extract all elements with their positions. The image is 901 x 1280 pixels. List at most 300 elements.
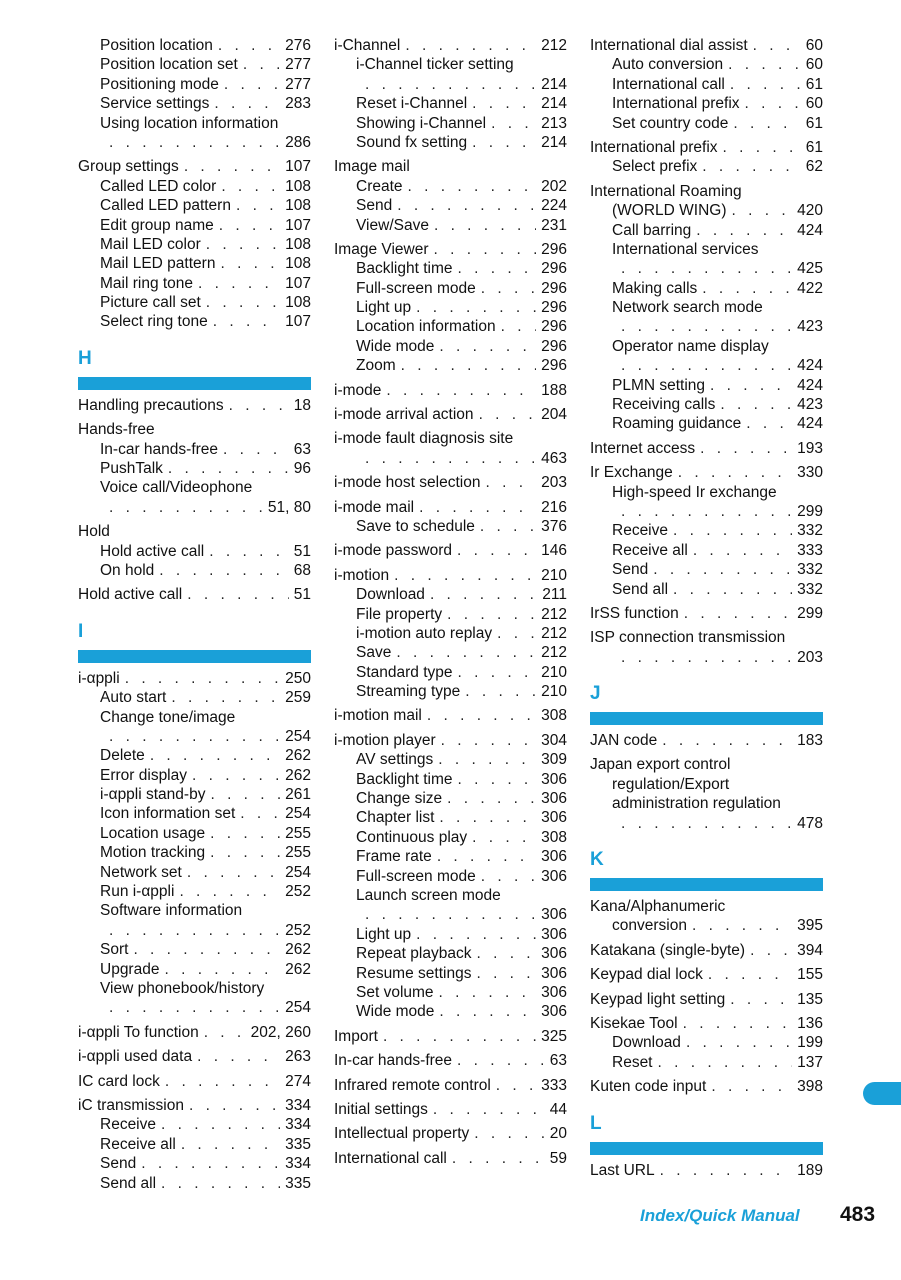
- entry-page-number: 296: [541, 299, 567, 317]
- entry-page-number: 189: [797, 1161, 823, 1179]
- entry-page-number: 61: [805, 75, 823, 93]
- index-subentry: [334, 337, 567, 356]
- index-subentry: [78, 1174, 311, 1193]
- section-letter: J: [590, 683, 601, 705]
- dot-leader: [220, 254, 280, 273]
- index-subentry: [78, 254, 311, 273]
- index-entry: [334, 240, 567, 259]
- entry-term: Japan export control: [590, 756, 731, 774]
- entry-term: Backlight time: [356, 770, 453, 788]
- section-letter: L: [590, 1112, 602, 1134]
- index-entry-continuation: [590, 502, 823, 521]
- dot-leader: [479, 405, 537, 424]
- index-entry: [334, 1149, 567, 1168]
- dot-leader: [189, 1096, 280, 1115]
- dot-leader: [365, 449, 536, 468]
- entry-term: Keypad light setting: [590, 990, 726, 1008]
- dot-leader: [660, 1161, 793, 1180]
- entry-term: i-Channel: [334, 36, 401, 54]
- index-entry-continuation: [78, 998, 311, 1017]
- dot-leader: [723, 138, 801, 157]
- entry-term: Showing i-Channel: [356, 114, 487, 132]
- entry-term: Send all: [100, 1174, 157, 1192]
- entry-page-number: 262: [285, 747, 311, 765]
- entry-page-number: 333: [541, 1076, 567, 1094]
- index-subentry: [334, 356, 567, 375]
- dot-leader: [141, 1154, 280, 1173]
- dot-leader: [161, 1115, 280, 1134]
- entry-page-number: 394: [797, 941, 823, 959]
- entry-page-number: 252: [285, 883, 311, 901]
- index-subentry: [590, 541, 823, 560]
- dot-leader: [441, 731, 536, 750]
- entry-page-number: 204: [541, 406, 567, 424]
- dot-leader: [673, 580, 792, 599]
- entry-term: i-motion auto replay: [356, 624, 493, 642]
- index-subentry: [334, 770, 567, 789]
- dot-leader: [730, 990, 792, 1009]
- dot-leader: [439, 983, 537, 1002]
- entry-term: Send: [100, 1155, 137, 1173]
- entry-term: Hold active call: [100, 542, 205, 560]
- dot-leader: [430, 585, 537, 604]
- index-subentry: [590, 483, 823, 502]
- index-entry: [590, 941, 823, 960]
- index-subentry: [78, 746, 311, 765]
- entry-term: i-Channel ticker setting: [356, 56, 514, 74]
- dot-leader: [662, 731, 792, 750]
- dot-leader: [702, 157, 800, 176]
- index-subentry: [590, 298, 823, 317]
- dot-leader: [491, 114, 536, 133]
- entry-term: Create: [356, 177, 403, 195]
- index-entry: [590, 965, 823, 984]
- dot-leader: [472, 828, 536, 847]
- dot-leader: [708, 965, 792, 984]
- entry-term: Wide mode: [356, 337, 435, 355]
- entry-term: Frame rate: [356, 848, 432, 866]
- index-subentry: [78, 979, 311, 998]
- dot-leader: [683, 1014, 793, 1033]
- entry-page-number: 424: [797, 357, 823, 375]
- entry-term: Service settings: [100, 95, 210, 113]
- index-subentry: [334, 605, 567, 624]
- entry-page-number: 224: [541, 197, 567, 215]
- entry-page-number: 60: [805, 95, 823, 113]
- entry-term: Run i-αppli: [100, 883, 175, 901]
- index-subentry: [334, 279, 567, 298]
- entry-term: i-αppli To function: [78, 1023, 199, 1041]
- entry-term: Receive: [100, 1116, 156, 1134]
- entry-term: Resume settings: [356, 964, 472, 982]
- entry-page-number: 296: [541, 318, 567, 336]
- entry-page-number: 60: [805, 56, 823, 74]
- index-entry: [334, 1027, 567, 1046]
- index-subentry: [590, 221, 823, 240]
- index-entry-continuation: [590, 356, 823, 375]
- index-subentry: [334, 964, 567, 983]
- entry-term: Internet access: [590, 439, 696, 457]
- dot-leader: [452, 1149, 545, 1168]
- dot-leader: [501, 317, 537, 336]
- entry-page-number: 188: [541, 381, 567, 399]
- entry-page-number: 108: [285, 197, 311, 215]
- entry-page-number: 136: [797, 1015, 823, 1032]
- index-subentry: [590, 75, 823, 94]
- entry-page-number: 51, 80: [267, 498, 311, 516]
- dot-leader: [109, 498, 263, 517]
- entry-term: Last URL: [590, 1161, 655, 1179]
- index-subentry: [78, 312, 311, 331]
- dot-leader: [433, 1100, 545, 1119]
- entry-term: Image mail: [334, 158, 410, 176]
- dot-leader: [497, 624, 536, 643]
- entry-term: Voice call/Videophone: [100, 479, 253, 497]
- dot-leader: [109, 921, 280, 940]
- index-subentry: [78, 440, 311, 459]
- entry-page-number: 478: [797, 814, 823, 832]
- dot-leader: [206, 293, 280, 312]
- entry-page-number: 63: [549, 1052, 567, 1070]
- dot-leader: [192, 766, 280, 785]
- entry-page-number: 463: [541, 449, 567, 467]
- dot-leader: [472, 94, 536, 113]
- index-entry: [334, 566, 567, 585]
- entry-page-number: 306: [541, 964, 567, 982]
- entry-page-number: 261: [285, 786, 311, 804]
- index-entry: [78, 157, 311, 176]
- entry-term: Sort: [100, 941, 129, 959]
- dot-leader: [159, 561, 288, 580]
- entry-page-number: 212: [541, 605, 567, 623]
- entry-page-number: 62: [805, 158, 823, 176]
- index-subentry: [78, 274, 311, 293]
- index-subentry: [78, 1115, 311, 1134]
- index-subentry: [78, 542, 311, 561]
- index-entry: [590, 1077, 823, 1096]
- index-subentry: [78, 960, 311, 979]
- dot-leader: [621, 317, 792, 336]
- entry-term: Standard type: [356, 663, 453, 681]
- index-subentry: [590, 240, 823, 259]
- dot-leader: [658, 1053, 793, 1072]
- entry-page-number: 212: [541, 36, 567, 54]
- entry-term: Streaming type: [356, 683, 461, 701]
- entry-term: International prefix: [612, 95, 740, 113]
- dot-leader: [236, 196, 280, 215]
- entry-term: Icon information set: [100, 805, 236, 823]
- entry-page-number: 202, 260: [250, 1023, 311, 1041]
- index-subentry: [334, 663, 567, 682]
- entry-term: (WORLD WING): [612, 202, 727, 220]
- dot-leader: [732, 201, 793, 220]
- dot-leader: [720, 395, 792, 414]
- dot-leader: [109, 133, 280, 152]
- section-l: [590, 1113, 823, 1155]
- index-entry: [334, 1124, 567, 1143]
- entry-page-number: 212: [541, 644, 567, 662]
- index-subentry: [78, 785, 311, 804]
- dot-leader: [474, 1124, 544, 1143]
- entry-term: Select ring tone: [100, 313, 208, 331]
- section-divider-bar: [590, 878, 823, 891]
- footer-title: Index/Quick Manual: [640, 1206, 800, 1225]
- index-entry: [590, 36, 823, 55]
- dot-leader: [621, 356, 792, 375]
- entry-page-number: 420: [797, 202, 823, 220]
- entry-term: Save to schedule: [356, 517, 475, 535]
- entry-term: Position location: [100, 36, 213, 54]
- entry-page-number: 296: [541, 260, 567, 278]
- dot-leader: [673, 521, 792, 540]
- index-subentry: [590, 55, 823, 74]
- index-subentry: [334, 925, 567, 944]
- entry-term: View phonebook/history: [100, 980, 265, 997]
- entry-term: PLMN setting: [612, 376, 706, 394]
- dot-leader: [447, 605, 536, 624]
- section-j: [590, 683, 823, 725]
- dot-leader: [728, 55, 801, 74]
- entry-page-number: 296: [541, 240, 567, 258]
- entry-page-number: 306: [541, 790, 567, 808]
- dot-leader: [396, 643, 536, 662]
- dot-leader: [496, 1076, 536, 1095]
- entry-page-number: 283: [285, 95, 311, 113]
- dot-leader: [465, 682, 536, 701]
- index-subentry: [78, 843, 311, 862]
- entry-term: Repeat playback: [356, 945, 472, 963]
- index-subentry: [78, 1135, 311, 1154]
- entry-page-number: 202: [541, 177, 567, 195]
- entry-term: i-αppli used data: [78, 1048, 193, 1066]
- entry-page-number: 254: [285, 727, 311, 745]
- index-subentry: [78, 824, 311, 843]
- entry-term: Positioning mode: [100, 75, 219, 93]
- entry-term: Keypad dial lock: [590, 966, 703, 984]
- entry-term: Reset i-Channel: [356, 95, 468, 113]
- entry-page-number: 306: [541, 1003, 567, 1021]
- index-entry-continuation: [334, 75, 567, 94]
- dot-leader: [397, 196, 536, 215]
- entry-term: Intellectual property: [334, 1125, 470, 1143]
- entry-term: Zoom: [356, 357, 396, 375]
- dot-leader: [383, 1027, 536, 1046]
- dot-leader: [476, 944, 536, 963]
- entry-term: Download: [612, 1034, 681, 1052]
- index-subentry: [334, 517, 567, 536]
- dot-leader: [109, 998, 280, 1017]
- entry-term: Network set: [100, 863, 182, 881]
- dot-leader: [171, 688, 280, 707]
- index-subentry: [334, 624, 567, 643]
- index-subentry: [590, 1053, 823, 1072]
- entry-page-number: 262: [285, 960, 311, 978]
- dot-leader: [223, 440, 289, 459]
- dot-leader: [416, 298, 536, 317]
- entry-term: Full-screen mode: [356, 279, 476, 297]
- index-entry: [334, 731, 567, 750]
- entry-page-number: 254: [285, 999, 311, 1017]
- entry-term: Wide mode: [356, 1003, 435, 1021]
- entry-term: Motion tracking: [100, 844, 206, 862]
- index-entry: [334, 405, 567, 424]
- entry-term: i-motion player: [334, 731, 436, 749]
- entry-page-number: 155: [797, 966, 823, 984]
- entry-page-number: 306: [541, 983, 567, 1001]
- index-subentry: [334, 317, 567, 336]
- index-entry: [78, 396, 311, 415]
- entry-page-number: 306: [541, 945, 567, 963]
- entry-term: i-mode arrival action: [334, 406, 474, 424]
- entry-page-number: 210: [541, 683, 567, 701]
- index-entry: [334, 1051, 567, 1070]
- entry-page-number: 335: [285, 1174, 311, 1192]
- dot-leader: [457, 1051, 545, 1070]
- entry-page-number: 332: [797, 522, 823, 540]
- dot-leader: [408, 177, 537, 196]
- index-entry: [590, 439, 823, 458]
- entry-page-number: 108: [285, 255, 311, 273]
- entry-page-number: 108: [285, 294, 311, 312]
- index-entry: [78, 1096, 311, 1115]
- entry-page-number: 376: [541, 517, 567, 535]
- entry-page-number: 299: [797, 502, 823, 520]
- entry-term: Receiving calls: [612, 396, 716, 414]
- entry-term: conversion: [612, 917, 687, 935]
- entry-term: i-mode fault diagnosis site: [334, 430, 514, 448]
- entry-term: Call barring: [612, 221, 692, 239]
- index-subentry: [334, 259, 567, 278]
- index-subentry: [334, 682, 567, 701]
- entry-page-number: 51: [293, 586, 311, 604]
- entry-term: Edit group name: [100, 216, 214, 234]
- entry-page-number: 252: [285, 921, 311, 939]
- dot-leader: [438, 750, 536, 769]
- entry-page-number: 334: [285, 1096, 311, 1114]
- entry-page-number: 335: [285, 1135, 311, 1153]
- index-entry: [78, 1047, 311, 1066]
- index-entry-continuation: [78, 498, 311, 517]
- entry-term: Sound fx setting: [356, 133, 468, 151]
- entry-page-number: 330: [797, 464, 823, 482]
- index-column-3: [590, 36, 823, 1180]
- dot-leader: [221, 177, 280, 196]
- entry-term: Initial settings: [334, 1100, 428, 1118]
- dot-leader: [394, 566, 536, 585]
- entry-page-number: 60: [805, 36, 823, 54]
- entry-term: Send: [356, 197, 393, 215]
- index-subentry: [78, 882, 311, 901]
- section-divider-bar: [78, 377, 311, 390]
- dot-leader: [165, 1072, 280, 1091]
- index-subentry: [78, 36, 311, 55]
- dot-leader: [164, 960, 280, 979]
- dot-leader: [243, 55, 280, 74]
- entry-term: International call: [334, 1149, 447, 1167]
- index-entry: [590, 628, 823, 647]
- entry-term: Infrared remote control: [334, 1076, 491, 1094]
- dot-leader: [229, 396, 289, 415]
- entry-page-number: 424: [797, 221, 823, 239]
- entry-term: i-motion mail: [334, 707, 422, 725]
- dot-leader: [700, 439, 792, 458]
- entry-page-number: 18: [293, 396, 311, 414]
- entry-term: Auto start: [100, 689, 167, 707]
- index-entry: [334, 381, 567, 400]
- index-subentry: [590, 580, 823, 599]
- entry-term: ISP connection transmission: [590, 629, 786, 647]
- entry-term: Ir Exchange: [590, 464, 673, 482]
- index-subentry: [590, 794, 823, 813]
- index-subentry: [334, 133, 567, 152]
- dot-leader: [621, 259, 792, 278]
- dot-leader: [745, 94, 801, 113]
- entry-term: IC card lock: [78, 1072, 160, 1090]
- entry-term: Receive all: [612, 541, 688, 559]
- entry-page-number: 193: [797, 439, 823, 457]
- entry-term: Image Viewer: [334, 240, 429, 258]
- index-entry-continuation: [78, 921, 311, 940]
- index-subentry: [590, 395, 823, 414]
- index-subentry: [78, 561, 311, 580]
- entry-term: Select prefix: [612, 158, 698, 176]
- entry-term: Set country code: [612, 114, 729, 132]
- entry-page-number: 332: [797, 580, 823, 598]
- entry-page-number: 250: [285, 669, 311, 687]
- entry-page-number: 304: [541, 731, 567, 749]
- entry-page-number: 68: [293, 561, 311, 579]
- index-entry: [334, 498, 567, 517]
- entry-page-number: 213: [541, 114, 567, 132]
- entry-page-number: 108: [285, 235, 311, 253]
- index-subentry: [78, 1154, 311, 1173]
- index-entry: [78, 585, 311, 604]
- dot-leader: [710, 376, 792, 395]
- entry-term: Change size: [356, 790, 443, 808]
- entry-term: Send: [612, 561, 649, 579]
- entry-page-number: 309: [541, 751, 567, 769]
- entry-term: Continuous play: [356, 828, 468, 846]
- entry-term: regulation/Export: [612, 775, 730, 793]
- index-entry: [78, 420, 311, 439]
- entry-page-number: 333: [797, 541, 823, 559]
- section-letter: H: [78, 347, 92, 369]
- entry-term: On hold: [100, 561, 155, 579]
- entry-page-number: 183: [797, 732, 823, 750]
- entry-term: Upgrade: [100, 960, 160, 978]
- entry-page-number: 137: [797, 1053, 823, 1071]
- entry-page-number: 286: [285, 133, 311, 151]
- entry-term: i-αppli stand-by: [100, 786, 206, 804]
- index-entry: [590, 990, 823, 1009]
- dot-leader: [419, 498, 536, 517]
- entry-term: IrSS function: [590, 604, 679, 622]
- entry-page-number: 96: [293, 460, 311, 478]
- index-subentry: [334, 94, 567, 113]
- entry-term: Chapter list: [356, 809, 435, 827]
- index-subentry: [334, 828, 567, 847]
- dot-leader: [439, 808, 536, 827]
- index-subentry: [590, 94, 823, 113]
- dot-leader: [210, 843, 280, 862]
- entry-page-number: 63: [293, 440, 311, 458]
- entry-page-number: 20: [549, 1125, 567, 1143]
- entry-page-number: 306: [541, 809, 567, 827]
- index-subentry: [590, 414, 823, 433]
- index-entry-continuation: [590, 648, 823, 667]
- entry-term: Location usage: [100, 824, 206, 842]
- index-subentry: [590, 1033, 823, 1052]
